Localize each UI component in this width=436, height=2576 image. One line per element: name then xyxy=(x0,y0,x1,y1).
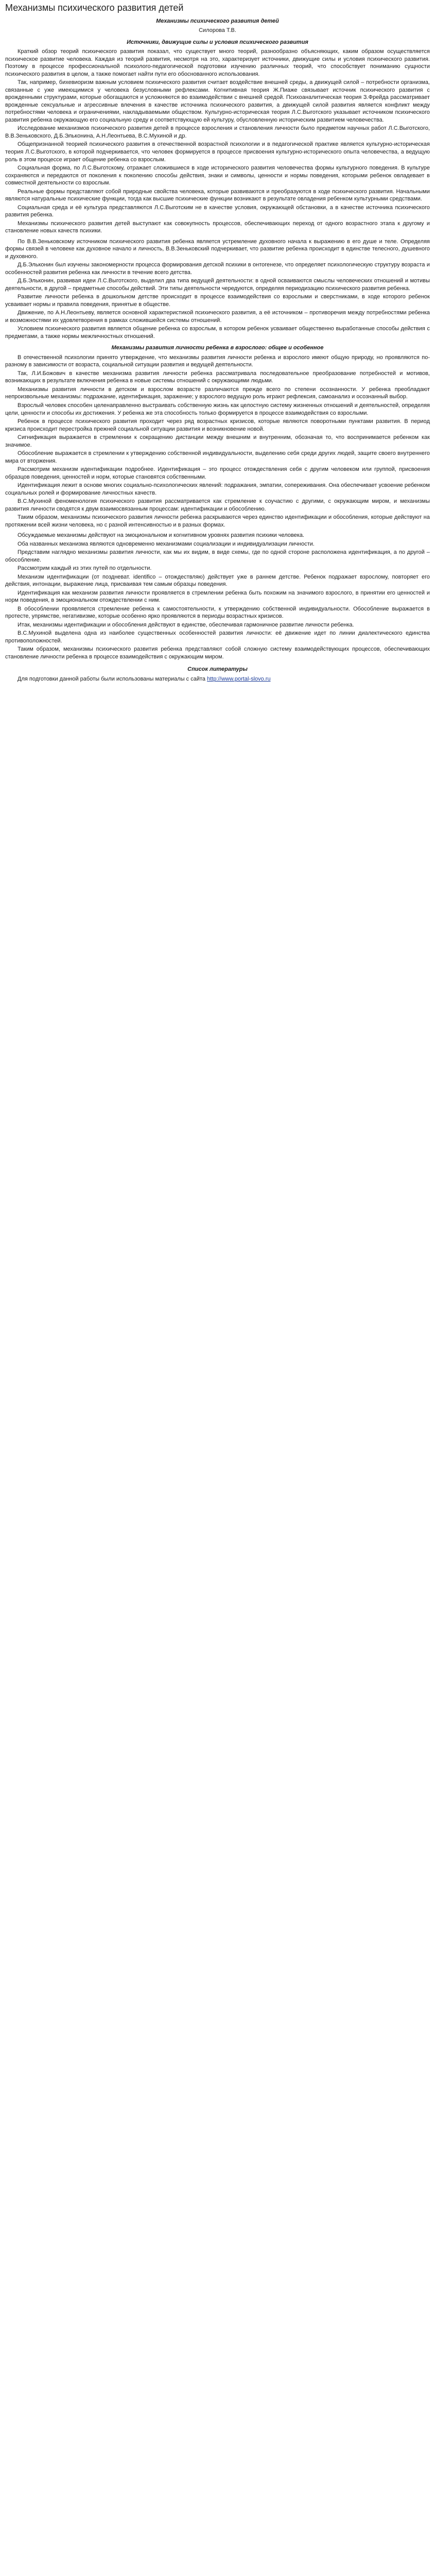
references-title: Список литературы xyxy=(187,666,248,673)
paragraph: Так, например, бихевиоризм важным условием психического развития считает воздействие внешней среды, а движущей силой – потребности организма, связанные с уже имеющимися у человека безусловными рефлексами. Когнитивная теория Ж.Пиаже связывает источник психического развития с врожденными структурами, которые обогащаются и усложняются во взаимодействии с внешней средой. Психоаналитическая теория З.Фрейда рассматривает врожденные сексуальные и агрессивные влечения в качестве источника психического развития, а движущей силой развития является конфликт между потребностями человека и ограничениями, накладываемыми обществом. Культурно-историческая теория Л.С.Выготского указывает источником психического развития ребенка окружающую его социальную среду и соответствующую ей культуру, обусловленную историческим развитием человечества. xyxy=(5,79,430,123)
paragraph: Идентификация как механизм развития личности проявляется в стремлении ребенка быть похожим на значимого взрослого, в принятии его ценностей и норм поведения, в эмоциональном отождествлении с ним. xyxy=(5,589,430,604)
paragraph: Исследование механизмов психического развития детей в процессе взросления и становления личности было предметом научных работ Л.С.Выготского, В.В.Зеньковского, Д.Б.Эльконина, А.Н.Леонтьева, В.С.Мухиной и др. xyxy=(5,125,430,139)
references-note xyxy=(5,675,430,683)
paragraph: Обособление выражается в стремлении к утверждению собственной индивидуальности, выделению себя среди других людей, защите своего внутреннего мира от вторжения. xyxy=(5,450,430,464)
paragraph: Таким образом, механизмы психического развития ребенка представляют собой сложную систему взаимодействующих процессов, обеспечивающих становление личности ребенка в процессе взаимодействия с окружающим миром. xyxy=(5,646,430,660)
paragraph: Механизм идентификации (от поздневат. identifico – отождествляю) действует уже в раннем детстве. Ребенок подражает взрослому, повторяет его действия, интонации, выражение лица, присваивая тем самым образцы поведения. xyxy=(5,573,430,588)
section-heading: Механизмы развития личности ребенка в взрослого: общее и особенное xyxy=(111,345,324,351)
paragraph: В обособлении проявляется стремление ребенка к самостоятельности, к утверждению собственной индивидуальности. Обособление выражается в протесте, упрямстве, негативизме, которые особенно ярко проявляются в периоды возрастных кризисов. xyxy=(5,605,430,620)
page xyxy=(0,0,436,689)
document-body xyxy=(5,39,430,661)
paragraph: Рассмотрим механизм идентификации подробнее. Идентификация – это процесс отождествления себя с другим человеком или группой, присвоения образцов поведения, ценностей и норм, которые становятся собственными. xyxy=(5,466,430,480)
paragraph: Оба названных механизма являются одновременно механизмами социализации и индивидуализации личности. xyxy=(18,540,315,547)
document-author: Силорова Т.В. xyxy=(199,27,236,34)
paragraph: Так, Л.И.Божович в качестве механизма развития личности ребенка рассматривала последовательное преобразование потребностей и мотивов, возникающих в результате включения ребенка в новые системы отношений с окружающими людьми. xyxy=(5,370,430,384)
paragraph: Идентификация лежит в основе многих социально-психологических явлений: подражания, эмпатии, сопереживания. Она обеспечивает усвоение ребенком социальных ролей и формирование личностных качеств. xyxy=(5,482,430,496)
paragraph: Ребенок в процессе психического развития проходит через ряд возрастных кризисов, которые являются поворотными пунктами развития. В период кризиса происходит перестройка прежней социальной ситуации развития и возникновение новой. xyxy=(5,418,430,432)
section-heading: Источники, движущие силы и условия психического развития xyxy=(127,39,308,45)
paragraph: Механизмы психического развития детей выступают как совокупность процессов, обеспечивающих переход от одного возрастного этапа к другому и становление новых качеств психики. xyxy=(5,220,430,234)
source-link[interactable]: http://www.portal-slovo.ru xyxy=(207,676,271,682)
paragraph: Механизмы развития личности в детском и взрослом возрасте различаются прежде всего по степени осознанности. У ребенка преобладают непроизвольные механизмы: подражание, идентификация, заражение; у взрослого ведущую роль играют рефлексия, самоанализ и осознанный выбор. xyxy=(5,386,430,400)
references-note-text: Для подготовки данной работы были использованы материалы с сайта xyxy=(18,676,206,682)
paragraph: Сигнификация выражается в стремлении к сокращению дистанции между внешним и внутренним, обозначая то, что воспринимается ребенком как значимое. xyxy=(5,434,430,448)
paragraph: Д.Б.Эльконин, развивая идеи Л.С.Выготского, выделил два типа ведущей деятельности: в одной осваиваются смыслы человеческих отношений и мотивы деятельности, в другой – предметные способы действий. Эти типы деятельности чередуются, определяя периодизацию психического развития ребенка. xyxy=(5,278,430,292)
paragraph: В.С.Мухиной выделена одна из наиболее существенных особенностей развития личности: её движение идет по линии диалектического единства противоположностей. xyxy=(5,630,430,644)
paragraph: Рассмотрим каждый из этих путей по отдельности. xyxy=(18,565,152,572)
paragraph: По В.В.Зеньковскому источником психического развития ребенка является устремление духовного начала к выражению в его душе и теле. Определяя формы связей в человеке как духовное начало и личность, В.В.Зеньковский подчеркивает, что развитие ребенка происходит в единстве телесного, душевного и духовного. xyxy=(5,238,430,260)
paragraph: Краткий обзор теорий психического развития показал, что существует много теорий, разнообразно объясняющих, каким образом осуществляется психическое развитие человека. Каждая из теорий развития, несмотря на это, характеризует источники, движущие силы и условия психического развития. Поэтому в процессе профессиональной психолого-педагогической подготовки изучению различных теорий, что способствует пониманию сущности психического развития в целом, а также помогает найти пути его обоснованного использования. xyxy=(5,48,430,77)
paragraph: Развитие личности ребенка в дошкольном детстве происходит в процессе взаимодействия со взрослыми и сверстниками, в ходе которого ребенок усваивает нормы и правила поведения, принятые в обществе. xyxy=(5,294,430,308)
references xyxy=(5,675,430,683)
paragraph: Д.Б.Эльконин был изучены закономерности процесса формирования детской психики в онтогенезе, что определяет психологическую структуру возраста и особенностей развития ребенка как личности в течение всего детства. xyxy=(5,262,430,276)
paragraph: В отечественной психологии принято утверждение, что механизмы развития личности ребенка и взрослого имеют общую природу, но проявляются по-разному в зависимости от возраста, социальной ситуации развития и ведущей деятельности. xyxy=(5,354,430,368)
paragraph: Движение, по А.Н.Леонтьеву, является основной характеристикой психического развития, а её источником – противоречия между потребностями ребенка и возможностями их удовлетворения в рамках сложившейся системы отношений. xyxy=(5,310,430,324)
paragraph: Итак, механизмы идентификации и обособления действуют в единстве, обеспечивая гармоничное развитие личности ребенка. xyxy=(18,621,354,628)
site-title: Механизмы психического развития детей xyxy=(5,3,184,13)
paragraph: В.С.Мухиной феноменология психического развития рассматривается как стремление к соучастию с другими, с окружающим миром, и механизмы развития личности сводятся к двум взаимосвязанным процессам: идентификации и обособлению. xyxy=(5,498,430,512)
paragraph: Социальная форма, по Л.С.Выготскому, отражает сложившиеся в ходе исторического развития человечества формы культурного поведения. В культуре сохраняются и передаются от поколения к поколению способы действия, знаки и символы, ценности и нормы поведения, которыми ребенок овладевает в совместной деятельности со взрослым. xyxy=(5,165,430,187)
paragraph: Обсуждаемые механизмы действуют на эмоциональном и когнитивном уровнях развития психики человека. xyxy=(18,532,305,539)
paragraph: Взрослый человек способен целенаправленно выстраивать собственную жизнь как целостную систему жизненных отношений и деятельностей, определяя цели, ценности и способы их достижения. У ребенка же эта способность только формируется в процессе взаимодействия со взрослыми. xyxy=(5,402,430,416)
paragraph: Социальная среда и её культура представляются Л.С.Выготским не в качестве условия, окружающей обстановки, а в качестве источника психического развития ребенка. xyxy=(5,204,430,218)
paragraph: Представим наглядно механизмы развития личности, как мы их видим, в виде схемы, где по одной стороне расположена идентификация, а по другой – обособление. xyxy=(5,549,430,563)
paragraph: Реальные формы представляют собой природные свойства человека, которые развиваются и преобразуются в ходе психического развития. Начальными являются натуральные психические функции, тогда как высшие психические функции возникают в результате овладения ребенком культурными средствами. xyxy=(5,188,430,202)
paragraph: Общепризнанной теорией психического развития в отечественной возрастной психологии и в педагогической практике является культурно-историческая теория Л.С.Выготского, в которой подчеркивается, что человек формируется в процессе присвоения культурно-исторического опыта человечества, а ведущую роль в этом процессе играет общение ребенка со взрослым. xyxy=(5,141,430,163)
paragraph: Условием психического развития является общение ребенка со взрослым, в котором ребенок усваивает общественно выработанные способы действия с предметами, а также нормы межличностных отношений. xyxy=(5,326,430,340)
paragraph: Таким образом, механизмы психического развития личности ребенка раскрываются через единство идентификации и обособления, которые действуют на протяжении всей жизни человека, но с разной интенсивностью и в разных формах. xyxy=(5,514,430,528)
document-title: Механизмы психического развития детей xyxy=(156,18,279,24)
